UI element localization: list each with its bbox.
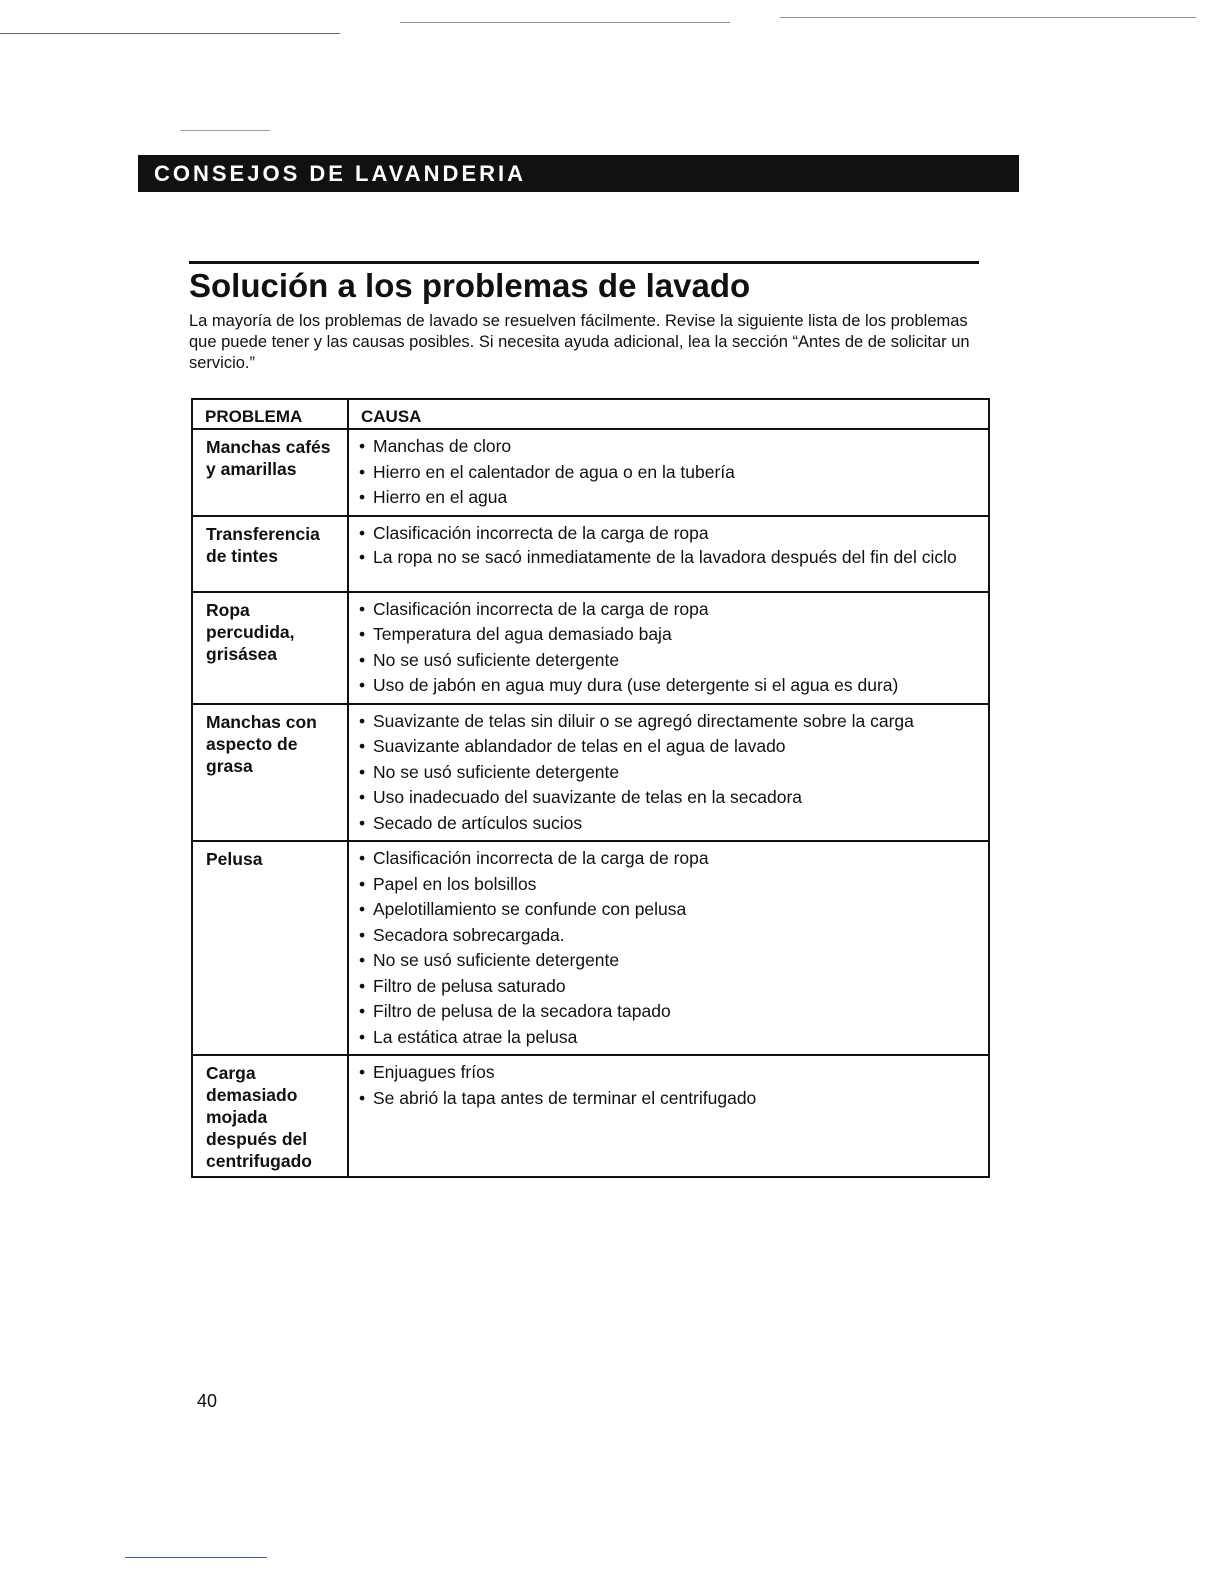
cause-item: • No se usó suficiente detergente bbox=[359, 648, 980, 674]
bullet-icon: • bbox=[359, 848, 366, 868]
table-row bbox=[192, 592, 989, 704]
cause-cell bbox=[348, 516, 989, 592]
cause-item: • Uso inadecuado del suavizante de telas en la secadora bbox=[359, 785, 980, 811]
cause-cell bbox=[348, 429, 989, 516]
bullet-icon: • bbox=[359, 487, 366, 507]
bullet-icon: • bbox=[359, 461, 366, 482]
bullet-icon: • bbox=[359, 975, 366, 996]
cause-cell bbox=[348, 592, 989, 704]
cause-list bbox=[359, 597, 980, 699]
cause-list bbox=[359, 1060, 980, 1111]
troubleshooting-table bbox=[191, 398, 990, 1178]
scan-artifact-top-2 bbox=[400, 22, 730, 23]
bullet-icon: • bbox=[359, 436, 366, 456]
bullet-icon: • bbox=[359, 736, 366, 756]
cause-item: • Temperatura del agua demasiado baja bbox=[359, 622, 980, 648]
problem-cell: Pelusa bbox=[192, 841, 348, 1055]
cause-list bbox=[359, 521, 980, 569]
bullet-icon: • bbox=[359, 924, 366, 945]
cause-item: • La estática atrae la pelusa bbox=[359, 1025, 980, 1051]
cause-list bbox=[359, 434, 980, 511]
cause-item: • No se usó suficiente detergente bbox=[359, 760, 980, 786]
table-row bbox=[192, 429, 989, 516]
table-row bbox=[192, 516, 989, 592]
bullet-icon: • bbox=[359, 950, 366, 970]
cause-item: • Filtro de pelusa de la secadora tapado bbox=[359, 999, 980, 1025]
footer-rule bbox=[125, 1557, 267, 1558]
scan-artifact-top bbox=[0, 33, 340, 34]
cause-item: • Apelotillamiento se confunde con pelusa bbox=[359, 897, 980, 923]
bullet-icon: • bbox=[359, 812, 366, 833]
table-row bbox=[192, 841, 989, 1055]
cause-list bbox=[359, 709, 980, 837]
section-banner: CONSEJOS DE LAVANDERIA bbox=[138, 155, 1019, 192]
problem-cell: Manchas con aspecto de grasa bbox=[192, 704, 348, 842]
cause-item: • Uso de jabón en agua muy dura (use detergente si el agua es dura) bbox=[359, 673, 980, 699]
cause-item: • Clasificación incorrecta de la carga de ropa bbox=[359, 597, 980, 623]
cause-item: • Clasificación incorrecta de la carga de ropa bbox=[359, 846, 980, 872]
cause-cell bbox=[348, 1055, 989, 1177]
bullet-icon: • bbox=[359, 547, 366, 567]
header-cause: CAUSA bbox=[348, 399, 989, 429]
cause-item: • Hierro en el agua bbox=[359, 485, 980, 511]
table-row bbox=[192, 704, 989, 842]
problem-cell: Carga demasiado mojada después del centrifugado bbox=[192, 1055, 348, 1177]
scan-artifact-mid bbox=[180, 130, 270, 131]
table-header-row bbox=[192, 399, 989, 429]
cause-item: • Enjuagues fríos bbox=[359, 1060, 980, 1086]
page-number: 40 bbox=[197, 1391, 218, 1411]
table-row bbox=[192, 1055, 989, 1177]
cause-item: • Clasificación incorrecta de la carga de ropa bbox=[359, 521, 980, 547]
cause-item: • Filtro de pelusa saturado bbox=[359, 974, 980, 1000]
problem-cell: Manchas cafés y amarillas bbox=[192, 429, 348, 516]
cause-item: • La ropa no se sacó inmediatamente de la lavadora después del fin del ciclo bbox=[359, 547, 957, 567]
bullet-icon: • bbox=[359, 1001, 366, 1021]
cause-item: • Suavizante ablandador de telas en el agua de lavado bbox=[359, 734, 980, 760]
bullet-icon: • bbox=[359, 787, 366, 807]
bullet-icon: • bbox=[359, 873, 366, 894]
cause-item: • Secadora sobrecargada. bbox=[359, 923, 980, 949]
cause-item: • No se usó suficiente detergente bbox=[359, 948, 980, 974]
cause-item: • Papel en los bolsillos bbox=[359, 872, 980, 898]
bullet-icon: • bbox=[359, 598, 366, 619]
scan-artifact-top-3 bbox=[780, 17, 1196, 18]
bullet-icon: • bbox=[359, 649, 366, 670]
bullet-icon: • bbox=[359, 675, 366, 695]
bullet-icon: • bbox=[359, 761, 366, 782]
cause-item: • Suavizante de telas sin diluir o se agregó directamente sobre la carga bbox=[359, 709, 980, 735]
cause-cell bbox=[348, 841, 989, 1055]
cause-item: • Hierro en el calentador de agua o en la tubería bbox=[359, 460, 980, 486]
cause-item: • Secado de artículos sucios bbox=[359, 811, 980, 837]
cause-item: • Se abrió la tapa antes de terminar el centrifugado bbox=[359, 1086, 980, 1112]
bullet-icon: • bbox=[359, 1026, 366, 1047]
bullet-icon: • bbox=[359, 899, 366, 919]
bullet-icon: • bbox=[359, 522, 366, 543]
cause-cell bbox=[348, 704, 989, 842]
bullet-icon: • bbox=[359, 1087, 366, 1108]
header-problem: PROBLEMA bbox=[192, 399, 348, 429]
bullet-icon: • bbox=[359, 624, 366, 644]
bullet-icon: • bbox=[359, 710, 366, 731]
bullet-icon: • bbox=[359, 1062, 366, 1082]
cause-list bbox=[359, 846, 980, 1050]
problem-cell: Transferencia de tintes bbox=[192, 516, 348, 592]
page-title: Solución a los problemas de lavado bbox=[189, 267, 751, 304]
cause-item: • Manchas de cloro bbox=[359, 434, 980, 460]
problem-cell: Ropa percudida, grisásea bbox=[192, 592, 348, 704]
intro-paragraph: La mayoría de los problemas de lavado se resuelven fácilmente. Revise la siguiente lista de los problemas que puede tener y las causas posibles. Si necesita ayuda adicional, lea la sección “Antes de de solicitar un servicio.” bbox=[189, 312, 970, 372]
